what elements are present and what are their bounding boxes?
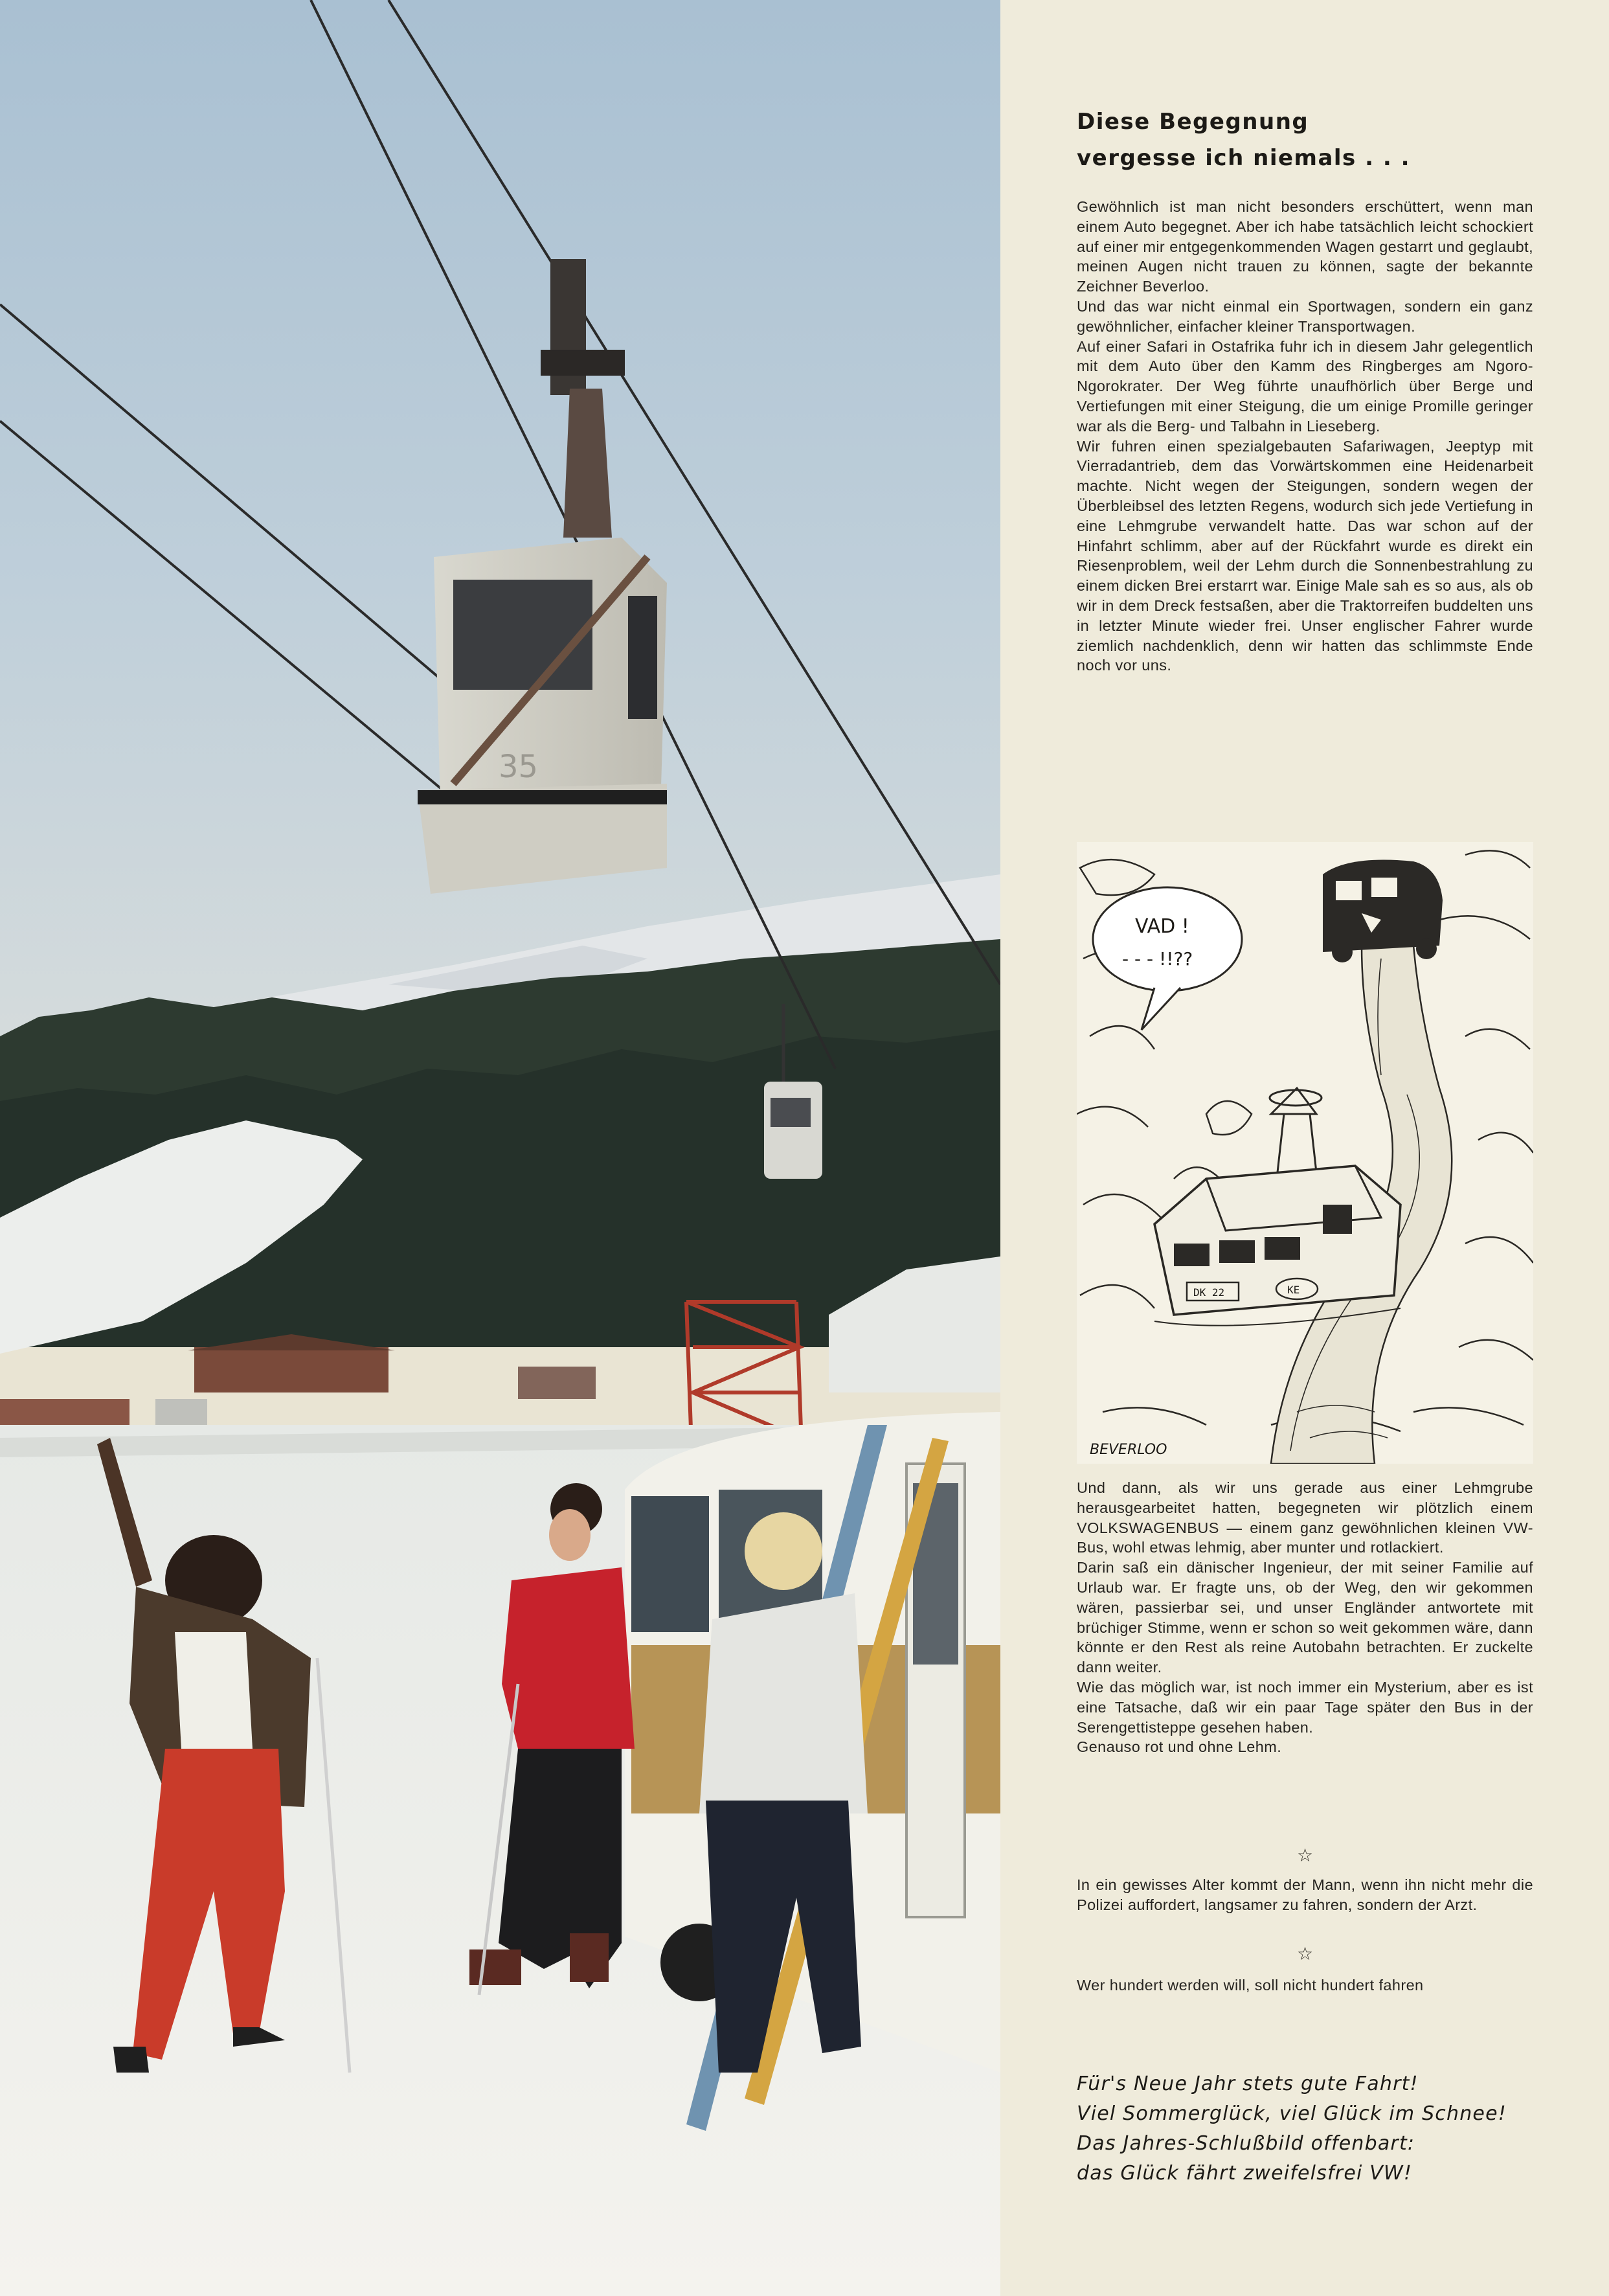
paragraph: Und dann, als wir uns gerade aus einer Lehmgrube herausgearbeitet hatten, begegneten wir plötzlich einem VOLKSWAGENBUS — einem ganz gewöhnlichen kleinen VW-Bus, wohl etwas lehmig, aber munter und rotlackiert.	[1077, 1479, 1533, 1556]
poem-line: Für's Neue Jahr stets gute Fahrt!	[1077, 2073, 1419, 2095]
article-headline	[1077, 104, 1569, 176]
chalet	[194, 1347, 388, 1392]
gondola-number: 35	[499, 749, 539, 785]
quip-doctor: In ein gewisses Alter kommt der Mann, wenn ihn nicht mehr die Polizei auffordert, langsamer zu fahren, sondern der Arzt.	[1077, 1876, 1533, 1913]
speech-text-1: VAD !	[1135, 915, 1189, 938]
poem-line: Viel Sommerglück, viel Glück im Schnee!	[1077, 2102, 1507, 2125]
paragraph: Wir fuhren einen spezialgebauten Safariwagen, Jeeptyp mit Vierradantrieb, dem das Vorwärtskommen eine Heidenarbeit machte. Nicht wegen der Steigungen, sondern wegen der Überbleibsel des letzten Regens, wodurch sich jede Vertiefung in eine Lehmgrube verwandelt hatte. Das war schon auf der Hinfahrt schlimm, aber auf der Rückfahrt wurde es direkt ein Riesenproblem, weil der Lehm durch die Sonnenbestrahlung zu einem dicken Brei erstarrt war. Einige Male sah es so aus, als ob wir in dem Dreck festsaßen, aber die Traktorreifen buddelten uns in letzter Minute wieder frei. Unser englischer Fahrer wurde ziemlich nachdenklich, denn wir hatten das schlimmste Ende noch vor uns.	[1077, 437, 1533, 674]
paragraph: Gewöhnlich ist man nicht besonders erschüttert, wenn man einem Auto begegnet. Aber ich habe tatsächlich leicht schockiert auf einer mir entgegenkommenden Wagen gestarrt und geglaubt, meinen Augen nicht trauen zu können, sagte der bekannte Zeichner Beverloo.	[1077, 198, 1533, 295]
speech-text-2: - - - !!??	[1122, 948, 1193, 970]
quip-hundred: Wer hundert werden will, soll nicht hundert fahren	[1077, 1977, 1424, 1994]
headline-line-2: vergesse ich niemals . . .	[1077, 145, 1411, 171]
paragraph: Wie das möglich war, ist noch immer ein Mysterium, aber es ist eine Tatsache, daß wir ein paar Tage später den Bus in der Serengettisteppe gesehen haben.	[1077, 1678, 1533, 1736]
article-column	[1000, 0, 1609, 2296]
headline-line-1: Diese Begegnung	[1077, 109, 1309, 135]
paragraph: Genauso rot und ohne Lehm.	[1077, 1738, 1282, 1756]
star-divider: ☆	[1296, 1845, 1314, 1866]
paragraph: Darin saß ein dänischer Ingenieur, der mit seiner Familie auf Urlaub war. Er fragte uns, ob der Weg, den wir gekommen wären, passierbar sei, und unser Engländer antwortete mit brüchiger Stimme, wenn er schon so weit gekommen wäre, dann könnte er den Rest als reine Autobahn betrachten. Er zuckelte dann weiter.	[1077, 1559, 1533, 1676]
plate-right: KE	[1287, 1284, 1300, 1296]
paragraph: Und das war nicht einmal ein Sportwagen, sondern ein ganz gewöhnlicher, einfacher kleiner Transportwagen.	[1077, 297, 1533, 335]
article-body-part-1	[1077, 197, 1533, 676]
poem-line: das Glück fährt zweifelsfrei VW!	[1077, 2162, 1413, 2185]
cartoon-signature: BEVERLOO	[1090, 1442, 1167, 1458]
gondola-cabin	[418, 538, 667, 894]
article-body-part-2	[1077, 1478, 1533, 1757]
plate-left: DK 22	[1193, 1286, 1225, 1299]
star-divider: ☆	[1296, 1943, 1314, 1964]
cartoon-vw-bus	[1323, 860, 1443, 963]
paragraph: Auf einer Safari in Ostafrika fuhr ich in diesem Jahr gelegentlich mit dem Auto über den Kamm des Ringberges am Ngoro-Ngorokrater. Der Weg führte unaufhörlich über Berge und Vertiefungen mit einer Steigung, die um einige Promille geringer war als die Berg- und Talbahn in Lieseberg.	[1077, 337, 1533, 435]
new-year-poem	[1077, 2069, 1569, 2188]
speech-bubble	[1093, 887, 1242, 991]
cartoon-illustration	[1077, 842, 1533, 1464]
poem-line: Das Jahres-Schlußbild offenbart:	[1077, 2132, 1415, 2155]
